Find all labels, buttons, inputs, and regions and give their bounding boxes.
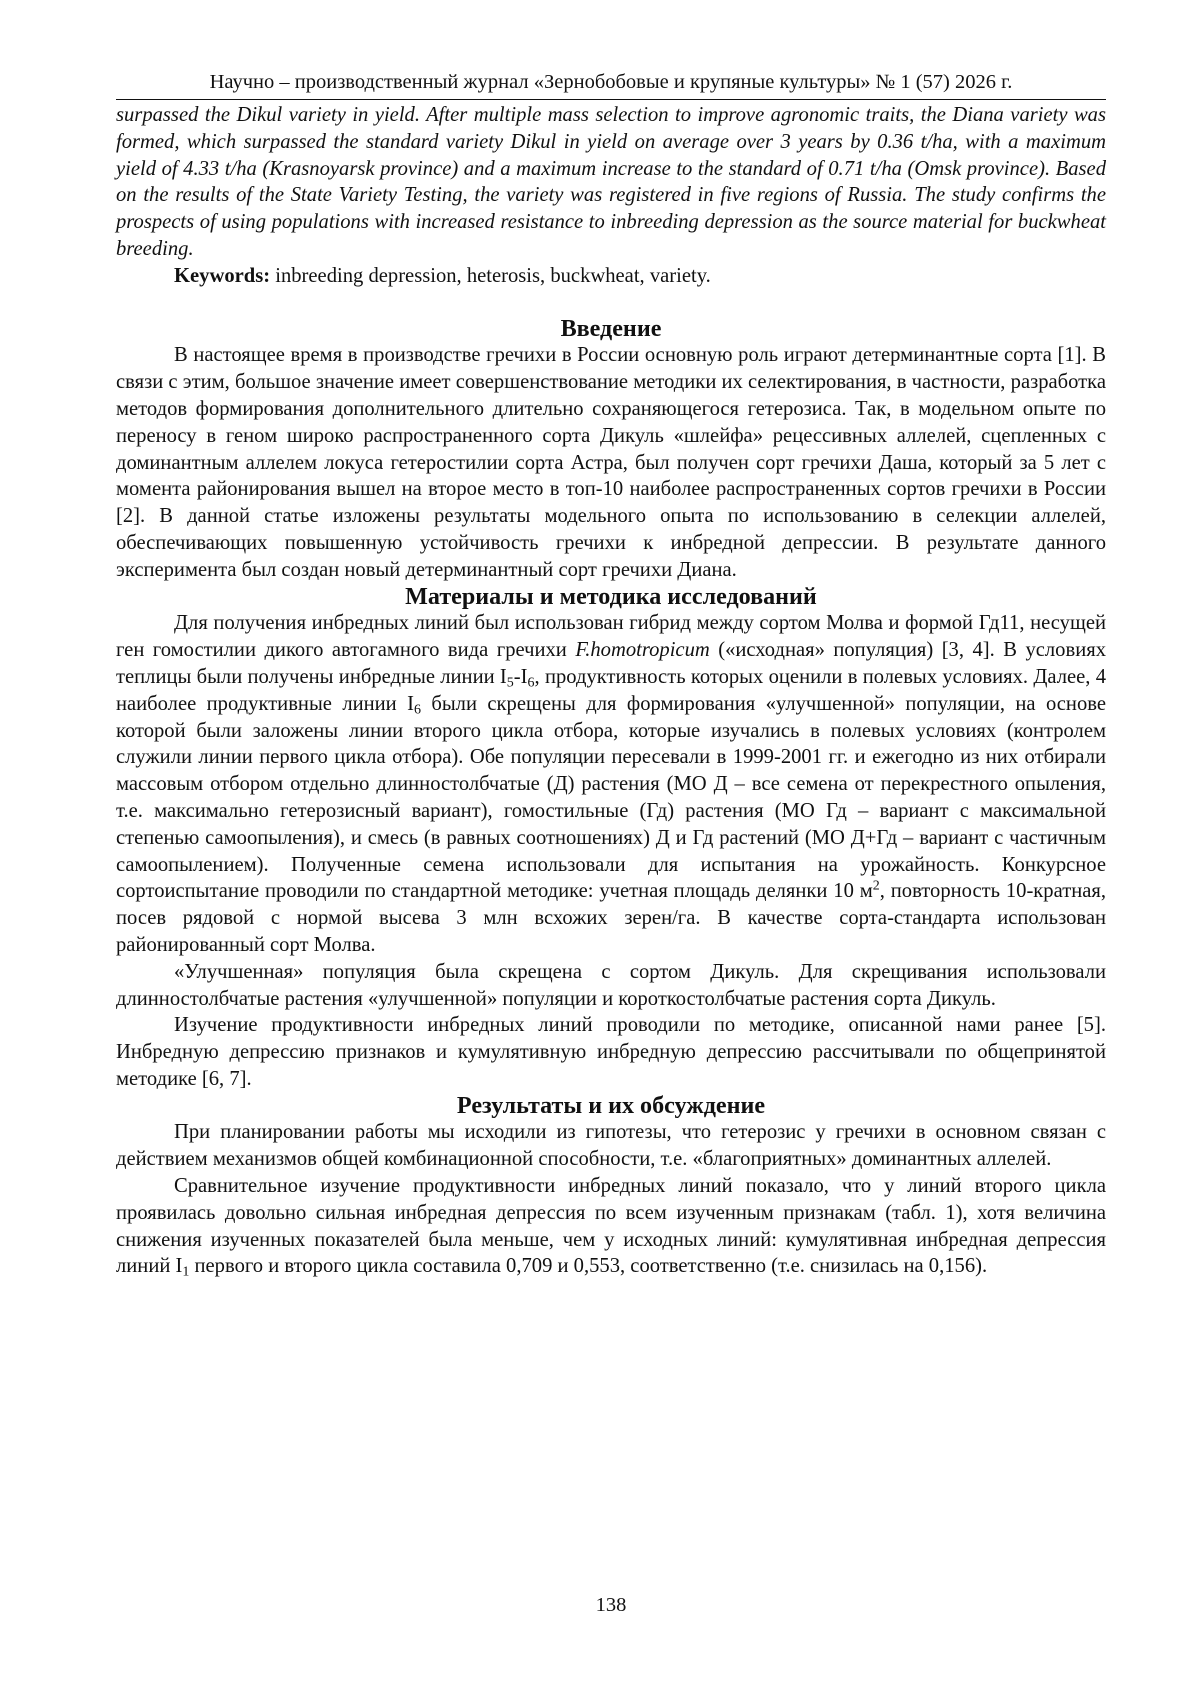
abstract-text: surpassed the Dikul variety in yield. After multiple mass selection to improve agronomic traits, the Diana variety was formed, which surpassed the standard variety Dikul in yield on average over 3 years by 0.36 t/ha, with a maximum yield of 4.33 t/ha (Krasnoyarsk province) and a maximum increase to the standard of 0.71 t/ha (Omsk province). Based on the results of the State Variety Testing, the variety was registered in five regions of Russia. The study confirms the prospects of using populations with increased resistance to inbreeding depression as the source material for buckwheat breeding.: [116, 104, 1106, 260]
text-run: , повторность 10-кратная, посев рядовой с нормой высева 3 млн всхожих зерен/га. В качестве сорта-стандарта использован районированный сорт Молва.: [116, 880, 1106, 956]
text-run: Для получения инбредных линий был использован гибрид между сортом Молва и формой Гд11, несущей ген гомостилии дикого автогамного вида гречихи: [116, 612, 1106, 662]
results-heading: Результаты и их обсуждение: [456, 1092, 766, 1119]
subscript: 1: [182, 1264, 190, 1280]
subscript: 6: [527, 675, 535, 691]
running-header: Научно – производственный журнал «Зернобобовые и крупяные культуры» № 1 (57) 2026 г.: [209, 71, 1013, 93]
methods-paragraph-3: Изучение продуктивности инбредных линий проводили по методике, описанной нами ранее [5]. Инбредную депрессию признаков и кумулятивную инбредную депрессию рассчитывали по общепринятой методике [6, 7].: [116, 1014, 1106, 1090]
page-number: 138: [595, 1594, 627, 1616]
text-run: -I: [513, 665, 528, 688]
keywords-text: inbreeding depression, heterosis, buckwheat, variety.: [270, 264, 711, 287]
subscript: 5: [506, 675, 514, 691]
species-name: F.homotropicum: [575, 639, 710, 662]
methods-paragraph-2: «Улучшенная» популяция была скрещена с сортом Дикуль. Для скрещивания использовали длинностолбчатые растения «улучшенной» популяции и короткостолбчатые растения сорта Дикуль.: [116, 960, 1106, 1010]
keywords-label: Keywords:: [174, 264, 271, 287]
text-run: , продуктивность которых оценили в полевых условиях. Далее, 4 наиболее продуктивные линии I: [116, 665, 1106, 715]
section-gap: [116, 290, 1106, 316]
page-body: [116, 102, 1106, 1280]
text-run: первого и второго цикла составила 0,709 и 0,553, соответственно (т.е. снизилась на 0,156).: [189, 1255, 988, 1278]
methods-heading: Материалы и методика исследований: [405, 583, 817, 610]
results-paragraph-2: [116, 1173, 1106, 1280]
intro-paragraph: В настоящее время в производстве гречихи в России основную роль играют детерминантные сорта [1]. В связи с этим, большое значение имеет совершенствование методики их селектирования, в частности, разработка методов формирования дополнительного длительно сохраняющегося гетерозиса. Так, в модельном опыте по переносу в геном широко распространенного сорта Дикуль «шлейфа» рецессивных аллелей, сцепленных с доминантным аллелем локуса гетеростилии сорта Астра, был получен сорт гречихи Даша, который за 5 лет с момента районирования вышел на второе место в топ-10 наиболее распространенных сортов гречихи в России [2]. В данной статье изложены результаты модельного опыта по использованию в селекции аллелей, обеспечивающих повышенную устойчивость гречихи к инбредной депрессии. В результате данного эксперимента был создан новый детерминантный сорт гречихи Диана.: [116, 344, 1106, 581]
superscript: 2: [872, 878, 880, 894]
results-paragraph-1: При планировании работы мы исходили из гипотезы, что гетерозис у гречихи в основном связан с действием механизмов общей комбинационной способности, т.е. «благоприятных» доминантных аллелей.: [116, 1121, 1106, 1171]
keywords-line: [116, 263, 1106, 290]
subscript: 6: [413, 702, 421, 718]
intro-heading: Введение: [560, 315, 662, 342]
text-run: Сравнительное изучение продуктивности инбредных линий показало, что у линий второго цикла проявилась довольно сильная инбредная депрессия по всем изученным признакам (табл. 1), хотя величина снижения изученных показателей была меньше, чем у исходных линий: кумулятивная инбредная депрессия линий I: [116, 1175, 1106, 1278]
methods-paragraph-1: [116, 610, 1106, 958]
text-run: были скрещены для формирования «улучшенной» популяции, на основе которой были заложены линии второго цикла отбора, которые изучались в полевых условиях (контролем служили линии первого цикла отбора). Обе популяции пересевали в 1999-2001 гг. и ежегодно из них отбирали массовым отбором отдельно длинностолбчатые (Д) растения (МО Д – все семена от перекрестного опыления, т.е. максимально гетерозисный вариант), гомостильные (Гд) растения (МО Гд – вариант с максимальной степенью самоопыления), и смесь (в равных соотношениях) Д и Гд растений (МО Д+Гд – вариант с частичным самоопылением). Полученные семена использовали для испытания на урожайность. Конкурсное сортоиспытание проводили по стандартной методике: учетная площадь делянки 10 м: [116, 692, 1106, 903]
header-rule: [116, 99, 1106, 100]
text-run: («исходная» популяция) [3, 4]. В условиях теплицы были получены инбредные линии I: [116, 639, 1106, 688]
